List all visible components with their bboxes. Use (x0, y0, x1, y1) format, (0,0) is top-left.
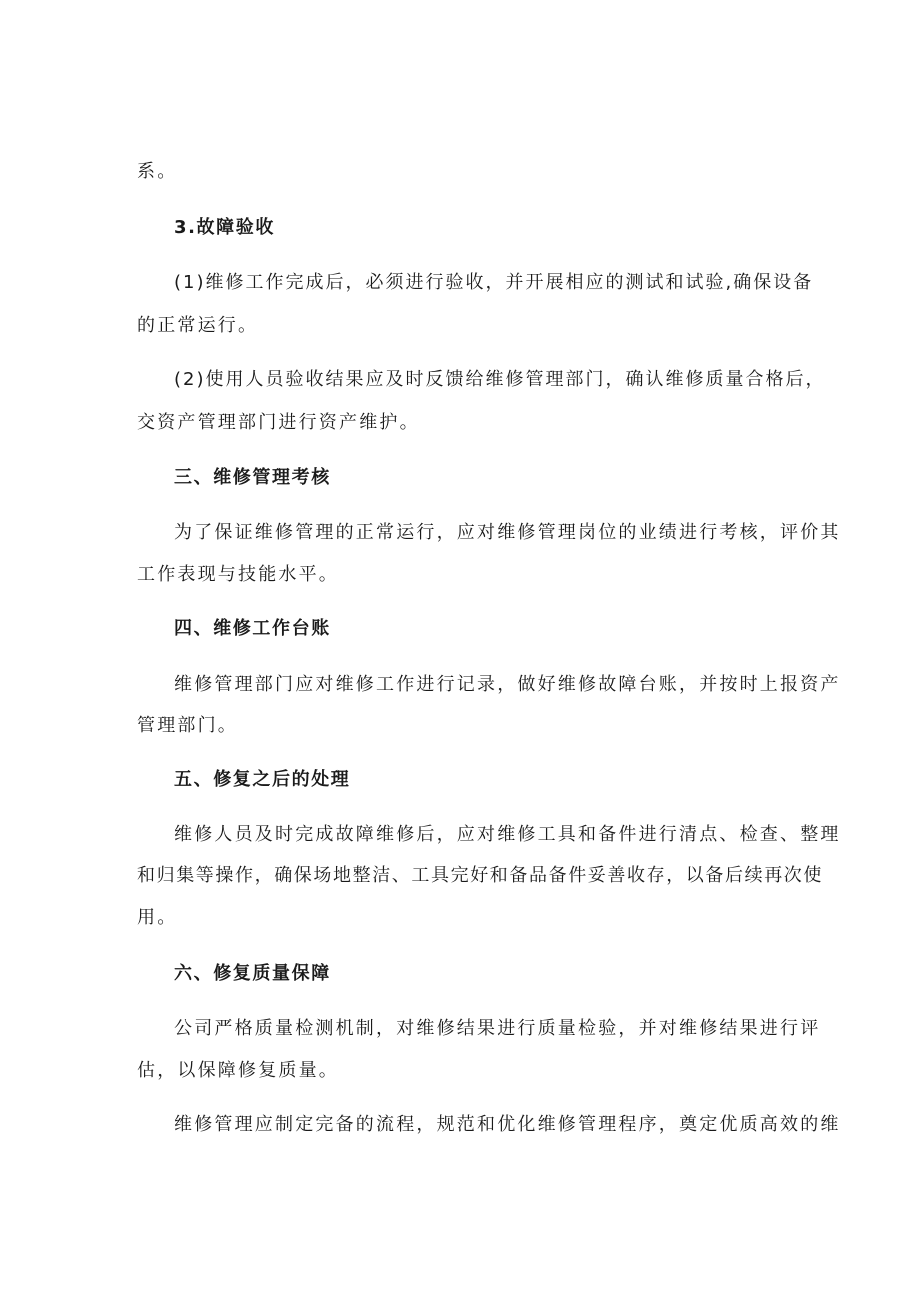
section-five-paragraph-line-1: 维修人员及时完成故障维修后，应对维修工具和备件进行清点、检查、整理 (174, 824, 841, 845)
section-five-paragraph-line-2: 和归集等操作，确保场地整洁、工具完好和备品备件妥善收存，以备后续再次使 (137, 865, 823, 886)
acceptance-item-2-line-1: (2)使用人员验收结果应及时反馈给维修管理部门，确认维修质量合格后， (174, 369, 826, 390)
continuation-text: 系。 (137, 161, 178, 182)
section-six-paragraph-2-line-1: 维修管理应制定完备的流程，规范和优化维修管理程序，奠定优质高效的维 (174, 1114, 841, 1135)
heading-section-five: 五、修复之后的处理 (174, 769, 351, 790)
section-five-paragraph-line-3: 用。 (137, 907, 178, 928)
acceptance-item-2-line-2: 交资产管理部门进行资产维护。 (137, 412, 420, 433)
heading-section-six: 六、修复质量保障 (174, 963, 331, 984)
section-three-paragraph-line-2: 工作表现与技能水平。 (137, 564, 339, 585)
heading-fault-acceptance: 3.故障验收 (174, 217, 275, 238)
section-four-paragraph-line-2: 管理部门。 (137, 715, 238, 736)
acceptance-item-1-line-2: 的正常运行。 (137, 315, 259, 336)
heading-section-four: 四、维修工作台账 (174, 618, 331, 639)
section-four-paragraph-line-1: 维修管理部门应对维修工作进行记录，做好维修故障台账，并按时上报资产 (174, 674, 841, 695)
acceptance-item-1-line-1: (1)维修工作完成后，必须进行验收，并开展相应的测试和试验,确保设备 (174, 272, 814, 293)
section-six-paragraph-line-1: 公司严格质量检测机制，对维修结果进行质量检验，并对维修结果进行评 (174, 1018, 821, 1039)
section-six-paragraph-line-2: 估，以保障修复质量。 (137, 1060, 339, 1081)
section-three-paragraph-line-1: 为了保证维修管理的正常运行，应对维修管理岗位的业绩进行考核，评价其 (174, 522, 841, 543)
heading-section-three: 三、维修管理考核 (174, 467, 331, 488)
